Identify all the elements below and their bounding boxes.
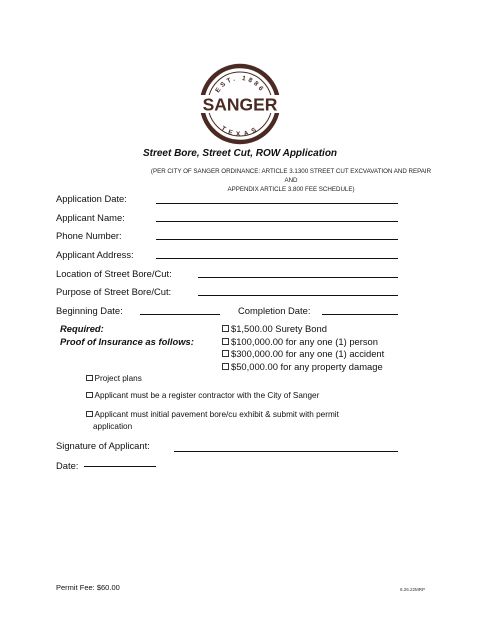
checkbox-icon[interactable] — [86, 375, 93, 382]
date-label: Date: — [56, 460, 79, 471]
date-line[interactable] — [84, 466, 156, 467]
checkbox-icon[interactable] — [222, 350, 229, 357]
applicant-name-line[interactable] — [156, 221, 398, 222]
applicant-name-label: Applicant Name: — [56, 212, 125, 223]
application-date-line[interactable] — [156, 203, 398, 204]
location-label: Location of Street Bore/Cut: — [56, 268, 172, 279]
insurance-option-label: $50,000.00 for any property damage — [231, 361, 383, 372]
beginning-date-label: Beginning Date: — [56, 305, 123, 316]
purpose-line[interactable] — [198, 295, 398, 296]
checkbox-icon[interactable] — [86, 411, 93, 418]
checklist-item[interactable] — [86, 409, 339, 421]
subtitle-line: APPENDIX ARTICLE 3.800 FEE SCHEDULE) — [227, 186, 355, 193]
checklist-item-label: Applicant must initial pavement bore/cu exhibit & submit with permit — [94, 410, 339, 419]
checklist-item-continuation: application — [93, 422, 133, 431]
phone-number-label: Phone Number: — [56, 230, 122, 241]
subtitle-line: (PER CITY OF SANGER ORDINANCE: ARTICLE 3.1300 STREET CUT EXCVAVATION AND REPAIR AND — [150, 168, 432, 184]
phone-number-line[interactable] — [156, 239, 398, 240]
insurance-option-label: $100,000.00 for any one (1) person — [231, 336, 378, 347]
application-date-label: Application Date: — [56, 193, 127, 204]
form-subtitle — [148, 167, 434, 194]
checkbox-icon[interactable] — [222, 325, 229, 332]
checklist-item-label: Applicant must be a register contractor with the City of Sanger — [94, 391, 320, 400]
logo-est-text: EST. 1886 — [214, 74, 266, 95]
purpose-label: Purpose of Street Bore/Cut: — [56, 286, 172, 297]
checklist-item[interactable] — [86, 390, 319, 402]
checklist-item-label: Project plans — [94, 374, 142, 383]
checklist-item[interactable] — [86, 373, 142, 385]
city-logo — [198, 62, 282, 146]
insurance-option-label: $1,500.00 Surety Bond — [231, 323, 327, 334]
checkbox-icon[interactable] — [86, 392, 93, 399]
insurance-option[interactable] — [222, 348, 384, 359]
insurance-option-label: $300,000.00 for any one (1) accident — [231, 348, 385, 359]
logo-state-text: TEXAS — [219, 125, 261, 139]
revision-code: 6.26.22MRP — [400, 587, 426, 592]
checkbox-icon[interactable] — [222, 338, 229, 345]
required-label: Required: — [60, 323, 104, 334]
permit-fee: Permit Fee: $60.00 — [56, 583, 120, 592]
proof-of-insurance-label: Proof of Insurance as follows: — [60, 336, 194, 347]
insurance-option[interactable] — [222, 361, 383, 372]
applicant-address-line[interactable] — [156, 258, 398, 259]
signature-label: Signature of Applicant: — [56, 440, 150, 451]
logo-city-name: SANGER — [202, 94, 278, 115]
completion-date-label: Completion Date: — [238, 305, 311, 316]
completion-date-line[interactable] — [322, 314, 398, 315]
form-title: Street Bore, Street Cut, ROW Application — [142, 148, 338, 159]
city-seal-graphic — [198, 62, 282, 146]
insurance-option[interactable] — [222, 336, 378, 347]
checkbox-icon[interactable] — [222, 363, 229, 370]
location-line[interactable] — [198, 277, 398, 278]
beginning-date-line[interactable] — [140, 314, 220, 315]
signature-line[interactable] — [174, 451, 398, 452]
applicant-address-label: Applicant Address: — [56, 249, 134, 260]
insurance-option[interactable] — [222, 323, 327, 334]
